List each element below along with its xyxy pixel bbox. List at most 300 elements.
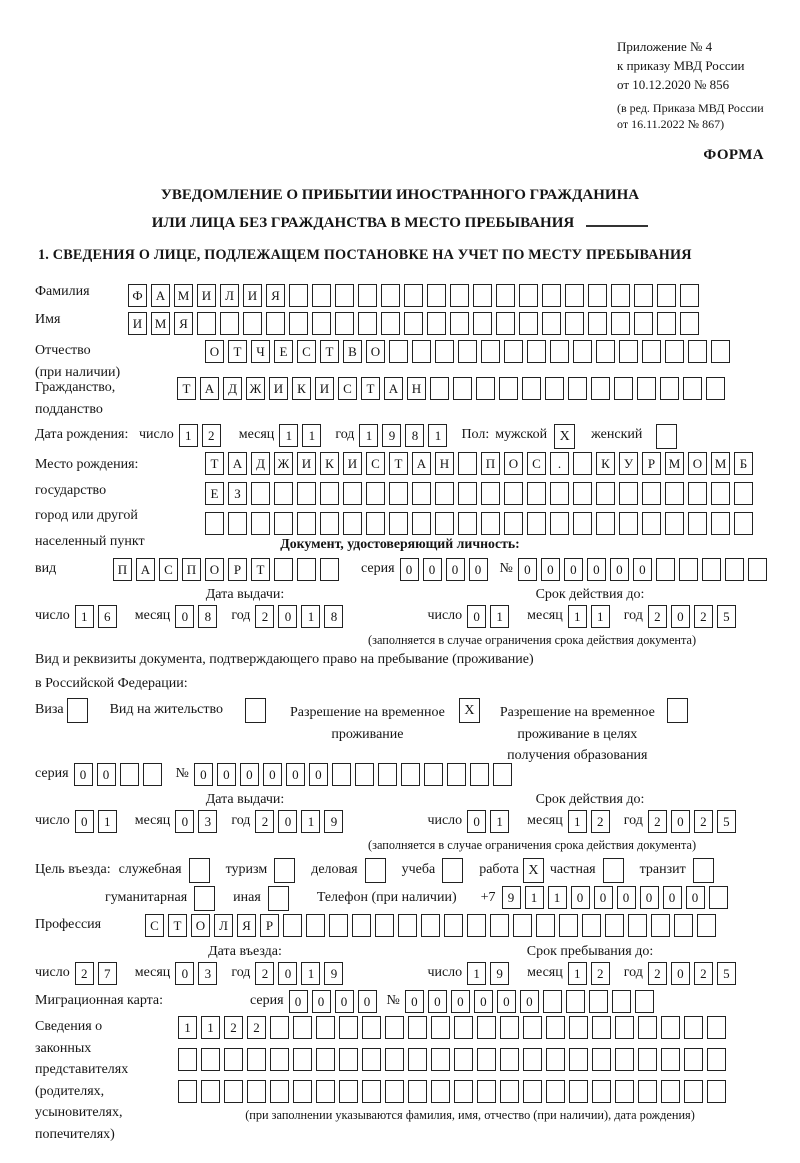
char-cell[interactable]: 0 bbox=[451, 990, 470, 1013]
char-cell[interactable] bbox=[293, 1080, 312, 1103]
char-cell[interactable] bbox=[688, 340, 707, 363]
char-cell[interactable] bbox=[358, 312, 377, 335]
char-cell[interactable] bbox=[270, 1016, 289, 1039]
char-cell[interactable] bbox=[316, 1016, 335, 1039]
char-cell[interactable]: А bbox=[136, 558, 155, 581]
char-cell[interactable]: 0 bbox=[541, 558, 560, 581]
char-cell[interactable]: 1 bbox=[302, 424, 321, 447]
char-cell[interactable] bbox=[412, 482, 431, 505]
char-cell[interactable]: Н bbox=[435, 452, 454, 475]
char-cell[interactable] bbox=[596, 482, 615, 505]
char-cell[interactable]: 0 bbox=[312, 990, 331, 1013]
char-cell[interactable]: Ж bbox=[246, 377, 265, 400]
char-cell[interactable]: 2 bbox=[648, 810, 667, 833]
char-cell[interactable]: Я bbox=[174, 312, 193, 335]
char-cell[interactable] bbox=[568, 377, 587, 400]
char-cell[interactable] bbox=[500, 1016, 519, 1039]
char-cell[interactable]: 0 bbox=[617, 886, 636, 909]
char-cell[interactable]: 1 bbox=[201, 1016, 220, 1039]
char-cell[interactable]: А bbox=[200, 377, 219, 400]
char-cell[interactable]: Е bbox=[274, 340, 293, 363]
char-cell[interactable]: 0 bbox=[278, 810, 297, 833]
char-cell[interactable] bbox=[381, 312, 400, 335]
char-cell[interactable] bbox=[332, 763, 351, 786]
char-cell[interactable]: 0 bbox=[289, 990, 308, 1013]
char-cell[interactable]: С bbox=[297, 340, 316, 363]
char-cell[interactable] bbox=[656, 558, 675, 581]
char-cell[interactable]: Н bbox=[407, 377, 426, 400]
char-cell[interactable] bbox=[481, 482, 500, 505]
char-cell[interactable] bbox=[573, 452, 592, 475]
char-cell[interactable] bbox=[711, 512, 730, 535]
char-cell[interactable] bbox=[702, 558, 721, 581]
char-cell[interactable] bbox=[546, 1080, 565, 1103]
char-cell[interactable]: 0 bbox=[671, 962, 690, 985]
char-cell[interactable]: Т bbox=[168, 914, 187, 937]
char-cell[interactable]: И bbox=[197, 284, 216, 307]
char-cell[interactable]: 1 bbox=[301, 810, 320, 833]
char-cell[interactable] bbox=[559, 914, 578, 937]
char-cell[interactable]: У bbox=[619, 452, 638, 475]
char-cell[interactable] bbox=[612, 990, 631, 1013]
char-cell[interactable]: 0 bbox=[469, 558, 488, 581]
char-cell[interactable] bbox=[408, 1048, 427, 1071]
char-cell[interactable] bbox=[550, 512, 569, 535]
char-cell[interactable]: 0 bbox=[474, 990, 493, 1013]
char-cell[interactable] bbox=[297, 512, 316, 535]
char-cell[interactable]: 9 bbox=[324, 810, 343, 833]
char-cell[interactable]: И bbox=[297, 452, 316, 475]
char-cell[interactable] bbox=[385, 1016, 404, 1039]
char-cell[interactable]: 2 bbox=[591, 962, 610, 985]
char-cell[interactable] bbox=[481, 340, 500, 363]
char-cell[interactable]: 2 bbox=[247, 1016, 266, 1039]
char-cell[interactable]: 0 bbox=[423, 558, 442, 581]
char-cell[interactable]: 0 bbox=[663, 886, 682, 909]
char-cell[interactable]: 2 bbox=[255, 962, 274, 985]
char-cell[interactable] bbox=[573, 340, 592, 363]
char-cell[interactable] bbox=[454, 1048, 473, 1071]
char-cell[interactable] bbox=[542, 312, 561, 335]
char-cell[interactable] bbox=[421, 914, 440, 937]
char-cell[interactable] bbox=[642, 482, 661, 505]
char-cell[interactable] bbox=[665, 340, 684, 363]
sex-male-checkbox[interactable]: X bbox=[554, 424, 575, 449]
char-cell[interactable] bbox=[527, 512, 546, 535]
char-cell[interactable]: 3 bbox=[198, 962, 217, 985]
char-cell[interactable]: А bbox=[151, 284, 170, 307]
char-cell[interactable] bbox=[661, 1016, 680, 1039]
char-cell[interactable]: 0 bbox=[518, 558, 537, 581]
char-cell[interactable]: 8 bbox=[405, 424, 424, 447]
char-cell[interactable] bbox=[312, 312, 331, 335]
char-cell[interactable] bbox=[582, 914, 601, 937]
char-cell[interactable] bbox=[523, 1048, 542, 1071]
char-cell[interactable]: Я bbox=[237, 914, 256, 937]
char-cell[interactable]: 1 bbox=[428, 424, 447, 447]
char-cell[interactable]: Р bbox=[260, 914, 279, 937]
char-cell[interactable]: Р bbox=[228, 558, 247, 581]
char-cell[interactable]: Т bbox=[177, 377, 196, 400]
char-cell[interactable] bbox=[566, 990, 585, 1013]
char-cell[interactable]: 1 bbox=[490, 605, 509, 628]
char-cell[interactable]: К bbox=[596, 452, 615, 475]
char-cell[interactable]: 9 bbox=[324, 962, 343, 985]
char-cell[interactable] bbox=[477, 1016, 496, 1039]
char-cell[interactable] bbox=[619, 512, 638, 535]
char-cell[interactable] bbox=[688, 482, 707, 505]
char-cell[interactable] bbox=[358, 284, 377, 307]
char-cell[interactable]: Ч bbox=[251, 340, 270, 363]
char-cell[interactable] bbox=[569, 1048, 588, 1071]
char-cell[interactable] bbox=[178, 1048, 197, 1071]
char-cell[interactable] bbox=[725, 558, 744, 581]
char-cell[interactable] bbox=[343, 482, 362, 505]
char-cell[interactable] bbox=[251, 512, 270, 535]
char-cell[interactable]: 0 bbox=[610, 558, 629, 581]
char-cell[interactable]: 2 bbox=[224, 1016, 243, 1039]
char-cell[interactable]: 0 bbox=[217, 763, 236, 786]
char-cell[interactable] bbox=[447, 763, 466, 786]
char-cell[interactable] bbox=[734, 512, 753, 535]
edu-permit-checkbox[interactable] bbox=[667, 698, 688, 723]
char-cell[interactable]: 5 bbox=[717, 962, 736, 985]
char-cell[interactable] bbox=[270, 1048, 289, 1071]
char-cell[interactable]: 8 bbox=[198, 605, 217, 628]
char-cell[interactable]: 0 bbox=[671, 810, 690, 833]
char-cell[interactable] bbox=[591, 377, 610, 400]
char-cell[interactable]: 1 bbox=[301, 962, 320, 985]
char-cell[interactable] bbox=[496, 312, 515, 335]
char-cell[interactable] bbox=[335, 312, 354, 335]
char-cell[interactable] bbox=[458, 340, 477, 363]
char-cell[interactable] bbox=[546, 1048, 565, 1071]
char-cell[interactable]: 2 bbox=[648, 605, 667, 628]
char-cell[interactable]: 0 bbox=[175, 810, 194, 833]
char-cell[interactable] bbox=[205, 512, 224, 535]
char-cell[interactable] bbox=[573, 512, 592, 535]
char-cell[interactable] bbox=[320, 512, 339, 535]
char-cell[interactable] bbox=[401, 763, 420, 786]
char-cell[interactable]: 0 bbox=[520, 990, 539, 1013]
char-cell[interactable]: 2 bbox=[694, 962, 713, 985]
char-cell[interactable]: М bbox=[711, 452, 730, 475]
char-cell[interactable] bbox=[504, 482, 523, 505]
char-cell[interactable]: 7 bbox=[98, 962, 117, 985]
char-cell[interactable]: 0 bbox=[587, 558, 606, 581]
char-cell[interactable] bbox=[527, 482, 546, 505]
char-cell[interactable]: 0 bbox=[671, 605, 690, 628]
char-cell[interactable] bbox=[427, 284, 446, 307]
char-cell[interactable] bbox=[628, 914, 647, 937]
char-cell[interactable] bbox=[289, 284, 308, 307]
char-cell[interactable] bbox=[490, 914, 509, 937]
char-cell[interactable] bbox=[706, 377, 725, 400]
char-cell[interactable] bbox=[638, 1080, 657, 1103]
char-cell[interactable]: 8 bbox=[324, 605, 343, 628]
char-cell[interactable]: И bbox=[343, 452, 362, 475]
char-cell[interactable]: 0 bbox=[564, 558, 583, 581]
char-cell[interactable] bbox=[404, 284, 423, 307]
char-cell[interactable] bbox=[527, 340, 546, 363]
char-cell[interactable]: 2 bbox=[694, 810, 713, 833]
char-cell[interactable]: 0 bbox=[428, 990, 447, 1013]
char-cell[interactable] bbox=[543, 990, 562, 1013]
char-cell[interactable] bbox=[734, 482, 753, 505]
char-cell[interactable]: М bbox=[174, 284, 193, 307]
char-cell[interactable] bbox=[274, 482, 293, 505]
char-cell[interactable] bbox=[523, 1016, 542, 1039]
char-cell[interactable]: 1 bbox=[98, 810, 117, 833]
char-cell[interactable] bbox=[120, 763, 139, 786]
char-cell[interactable] bbox=[404, 312, 423, 335]
char-cell[interactable]: 0 bbox=[686, 886, 705, 909]
char-cell[interactable]: 0 bbox=[467, 605, 486, 628]
char-cell[interactable] bbox=[536, 914, 555, 937]
char-cell[interactable]: М bbox=[665, 452, 684, 475]
char-cell[interactable] bbox=[355, 763, 374, 786]
char-cell[interactable]: 0 bbox=[497, 990, 516, 1013]
char-cell[interactable]: 0 bbox=[240, 763, 259, 786]
char-cell[interactable]: 0 bbox=[405, 990, 424, 1013]
char-cell[interactable]: Л bbox=[220, 284, 239, 307]
char-cell[interactable]: 0 bbox=[194, 763, 213, 786]
char-cell[interactable]: С bbox=[159, 558, 178, 581]
char-cell[interactable]: Ж bbox=[274, 452, 293, 475]
char-cell[interactable] bbox=[684, 1048, 703, 1071]
char-cell[interactable] bbox=[481, 512, 500, 535]
char-cell[interactable] bbox=[473, 284, 492, 307]
char-cell[interactable]: М bbox=[151, 312, 170, 335]
char-cell[interactable]: 0 bbox=[74, 763, 93, 786]
char-cell[interactable] bbox=[283, 914, 302, 937]
char-cell[interactable] bbox=[550, 482, 569, 505]
char-cell[interactable]: 1 bbox=[568, 810, 587, 833]
char-cell[interactable]: 1 bbox=[548, 886, 567, 909]
purpose-other-checkbox[interactable] bbox=[268, 886, 289, 911]
char-cell[interactable] bbox=[522, 377, 541, 400]
char-cell[interactable]: 2 bbox=[75, 962, 94, 985]
char-cell[interactable] bbox=[493, 763, 512, 786]
purpose-business-checkbox[interactable] bbox=[365, 858, 386, 883]
char-cell[interactable]: Ф bbox=[128, 284, 147, 307]
char-cell[interactable] bbox=[458, 512, 477, 535]
char-cell[interactable] bbox=[412, 340, 431, 363]
char-cell[interactable]: 0 bbox=[446, 558, 465, 581]
char-cell[interactable]: 0 bbox=[640, 886, 659, 909]
char-cell[interactable]: О bbox=[205, 558, 224, 581]
char-cell[interactable] bbox=[143, 763, 162, 786]
char-cell[interactable] bbox=[450, 312, 469, 335]
char-cell[interactable] bbox=[362, 1048, 381, 1071]
char-cell[interactable] bbox=[320, 558, 339, 581]
purpose-work-checkbox[interactable]: X bbox=[523, 858, 544, 883]
char-cell[interactable]: Б bbox=[734, 452, 753, 475]
char-cell[interactable] bbox=[266, 312, 285, 335]
char-cell[interactable]: 1 bbox=[75, 605, 94, 628]
char-cell[interactable]: 1 bbox=[467, 962, 486, 985]
char-cell[interactable] bbox=[615, 1048, 634, 1071]
char-cell[interactable]: Е bbox=[205, 482, 224, 505]
char-cell[interactable] bbox=[381, 284, 400, 307]
char-cell[interactable] bbox=[224, 1080, 243, 1103]
char-cell[interactable] bbox=[243, 312, 262, 335]
char-cell[interactable] bbox=[589, 990, 608, 1013]
char-cell[interactable] bbox=[458, 482, 477, 505]
char-cell[interactable] bbox=[228, 512, 247, 535]
char-cell[interactable]: 2 bbox=[648, 962, 667, 985]
char-cell[interactable]: К bbox=[320, 452, 339, 475]
char-cell[interactable] bbox=[375, 914, 394, 937]
char-cell[interactable] bbox=[711, 340, 730, 363]
char-cell[interactable]: Т bbox=[251, 558, 270, 581]
char-cell[interactable]: 9 bbox=[502, 886, 521, 909]
char-cell[interactable] bbox=[450, 284, 469, 307]
char-cell[interactable]: И bbox=[269, 377, 288, 400]
char-cell[interactable] bbox=[220, 312, 239, 335]
char-cell[interactable]: 2 bbox=[591, 810, 610, 833]
char-cell[interactable] bbox=[657, 284, 676, 307]
char-cell[interactable]: З bbox=[228, 482, 247, 505]
char-cell[interactable]: В bbox=[343, 340, 362, 363]
char-cell[interactable]: Л bbox=[214, 914, 233, 937]
char-cell[interactable] bbox=[519, 284, 538, 307]
char-cell[interactable]: 0 bbox=[335, 990, 354, 1013]
char-cell[interactable]: 0 bbox=[175, 605, 194, 628]
char-cell[interactable] bbox=[709, 886, 728, 909]
char-cell[interactable] bbox=[619, 340, 638, 363]
char-cell[interactable]: О bbox=[366, 340, 385, 363]
char-cell[interactable] bbox=[320, 482, 339, 505]
residence-permit-checkbox[interactable] bbox=[245, 698, 266, 723]
char-cell[interactable] bbox=[500, 1080, 519, 1103]
char-cell[interactable]: О bbox=[191, 914, 210, 937]
char-cell[interactable] bbox=[679, 558, 698, 581]
char-cell[interactable] bbox=[499, 377, 518, 400]
char-cell[interactable] bbox=[335, 284, 354, 307]
char-cell[interactable] bbox=[444, 914, 463, 937]
char-cell[interactable] bbox=[477, 1048, 496, 1071]
char-cell[interactable] bbox=[476, 377, 495, 400]
char-cell[interactable] bbox=[674, 914, 693, 937]
char-cell[interactable] bbox=[542, 284, 561, 307]
char-cell[interactable]: 2 bbox=[255, 605, 274, 628]
char-cell[interactable]: Д bbox=[251, 452, 270, 475]
char-cell[interactable] bbox=[504, 512, 523, 535]
char-cell[interactable]: 0 bbox=[278, 605, 297, 628]
char-cell[interactable] bbox=[412, 512, 431, 535]
char-cell[interactable] bbox=[408, 1080, 427, 1103]
char-cell[interactable] bbox=[615, 1080, 634, 1103]
char-cell[interactable]: А bbox=[384, 377, 403, 400]
char-cell[interactable] bbox=[385, 1080, 404, 1103]
char-cell[interactable] bbox=[565, 312, 584, 335]
char-cell[interactable]: 2 bbox=[255, 810, 274, 833]
char-cell[interactable] bbox=[592, 1048, 611, 1071]
char-cell[interactable]: С bbox=[527, 452, 546, 475]
char-cell[interactable] bbox=[435, 482, 454, 505]
purpose-transit-checkbox[interactable] bbox=[693, 858, 714, 883]
char-cell[interactable]: Р bbox=[642, 452, 661, 475]
purpose-study-checkbox[interactable] bbox=[442, 858, 463, 883]
char-cell[interactable] bbox=[362, 1080, 381, 1103]
char-cell[interactable] bbox=[657, 312, 676, 335]
char-cell[interactable] bbox=[467, 914, 486, 937]
char-cell[interactable] bbox=[366, 482, 385, 505]
char-cell[interactable]: О bbox=[688, 452, 707, 475]
char-cell[interactable] bbox=[684, 1080, 703, 1103]
char-cell[interactable] bbox=[592, 1016, 611, 1039]
char-cell[interactable] bbox=[707, 1080, 726, 1103]
char-cell[interactable] bbox=[389, 482, 408, 505]
char-cell[interactable] bbox=[431, 1048, 450, 1071]
char-cell[interactable]: А bbox=[228, 452, 247, 475]
char-cell[interactable]: 0 bbox=[467, 810, 486, 833]
char-cell[interactable] bbox=[638, 1016, 657, 1039]
char-cell[interactable] bbox=[306, 914, 325, 937]
char-cell[interactable]: 0 bbox=[97, 763, 116, 786]
char-cell[interactable] bbox=[680, 284, 699, 307]
char-cell[interactable] bbox=[711, 482, 730, 505]
char-cell[interactable]: С bbox=[338, 377, 357, 400]
char-cell[interactable] bbox=[661, 1048, 680, 1071]
char-cell[interactable] bbox=[247, 1080, 266, 1103]
char-cell[interactable] bbox=[293, 1016, 312, 1039]
char-cell[interactable]: 9 bbox=[382, 424, 401, 447]
char-cell[interactable] bbox=[389, 512, 408, 535]
char-cell[interactable]: 0 bbox=[633, 558, 652, 581]
char-cell[interactable]: Д bbox=[223, 377, 242, 400]
temp-permit-checkbox[interactable]: X bbox=[459, 698, 480, 723]
char-cell[interactable] bbox=[251, 482, 270, 505]
char-cell[interactable] bbox=[329, 914, 348, 937]
char-cell[interactable]: 0 bbox=[358, 990, 377, 1013]
char-cell[interactable] bbox=[635, 990, 654, 1013]
char-cell[interactable] bbox=[453, 377, 472, 400]
char-cell[interactable] bbox=[665, 512, 684, 535]
char-cell[interactable]: Т bbox=[361, 377, 380, 400]
char-cell[interactable] bbox=[385, 1048, 404, 1071]
char-cell[interactable]: И bbox=[243, 284, 262, 307]
char-cell[interactable] bbox=[408, 1016, 427, 1039]
char-cell[interactable] bbox=[224, 1048, 243, 1071]
char-cell[interactable]: 1 bbox=[301, 605, 320, 628]
char-cell[interactable] bbox=[680, 312, 699, 335]
char-cell[interactable] bbox=[642, 512, 661, 535]
char-cell[interactable] bbox=[362, 1016, 381, 1039]
char-cell[interactable]: 5 bbox=[717, 810, 736, 833]
purpose-humanitarian-checkbox[interactable] bbox=[194, 886, 215, 911]
char-cell[interactable] bbox=[592, 1080, 611, 1103]
char-cell[interactable] bbox=[605, 914, 624, 937]
char-cell[interactable]: 1 bbox=[591, 605, 610, 628]
char-cell[interactable] bbox=[274, 512, 293, 535]
purpose-tourism-checkbox[interactable] bbox=[274, 858, 295, 883]
char-cell[interactable]: 1 bbox=[568, 962, 587, 985]
char-cell[interactable]: 1 bbox=[359, 424, 378, 447]
char-cell[interactable] bbox=[270, 1080, 289, 1103]
char-cell[interactable] bbox=[660, 377, 679, 400]
char-cell[interactable] bbox=[389, 340, 408, 363]
char-cell[interactable] bbox=[588, 312, 607, 335]
char-cell[interactable] bbox=[665, 482, 684, 505]
char-cell[interactable]: 1 bbox=[279, 424, 298, 447]
char-cell[interactable]: И bbox=[315, 377, 334, 400]
char-cell[interactable]: К bbox=[292, 377, 311, 400]
char-cell[interactable] bbox=[470, 763, 489, 786]
char-cell[interactable] bbox=[435, 340, 454, 363]
char-cell[interactable] bbox=[316, 1048, 335, 1071]
